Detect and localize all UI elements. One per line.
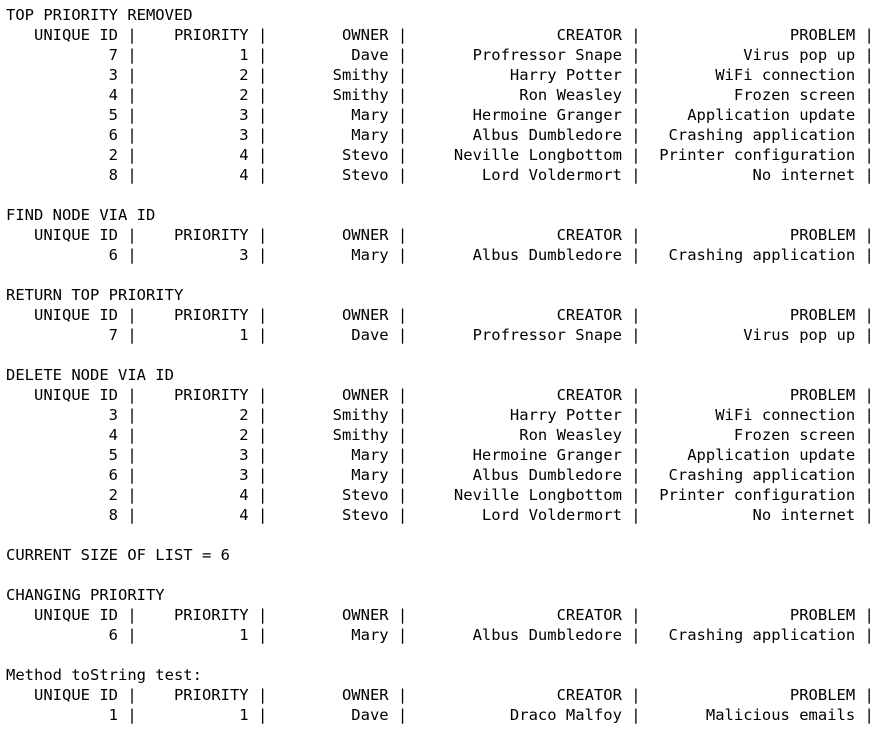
blank-line [6,265,874,285]
table-header: UNIQUE ID | PRIORITY | OWNER | CREATOR | PROBLEM | [6,386,874,404]
section-title: CURRENT SIZE OF LIST = 6 [6,546,230,564]
table-header: UNIQUE ID | PRIORITY | OWNER | CREATOR | PROBLEM | [6,606,874,624]
blank-line [6,185,874,205]
table-row: 5 | 3 | Mary | Hermoine Granger | Application update | [6,446,874,464]
table-row: 6 | 1 | Mary | Albus Dumbledore | Crashing application | [6,626,874,644]
blank-line [6,525,874,545]
table-row: 8 | 4 | Stevo | Lord Voldermort | No internet | [6,166,874,184]
table-row: 6 | 3 | Mary | Albus Dumbledore | Crashing application | [6,466,874,484]
table-row: 3 | 2 | Smithy | Harry Potter | WiFi connection | [6,406,874,424]
table-row: 2 | 4 | Stevo | Neville Longbottom | Printer configuration | [6,486,874,504]
table-row: 7 | 1 | Dave | Profressor Snape | Virus pop up | [6,46,874,64]
table-row: 8 | 4 | Stevo | Lord Voldermort | No internet | [6,506,874,524]
table-row: 7 | 1 | Dave | Profressor Snape | Virus pop up | [6,326,874,344]
table-row: 5 | 3 | Mary | Hermoine Granger | Application update | [6,106,874,124]
console-output [6,5,874,725]
table-header: UNIQUE ID | PRIORITY | OWNER | CREATOR | PROBLEM | [6,686,874,704]
section-title: RETURN TOP PRIORITY [6,286,184,304]
blank-line [6,345,874,365]
table-row: 1 | 1 | Dave | Draco Malfoy | Malicious emails | [6,706,874,724]
section-title: DELETE NODE VIA ID [6,366,174,384]
blank-line [6,565,874,585]
section-title: FIND NODE VIA ID [6,206,156,224]
section-title: Method toString test: [6,666,202,684]
table-header: UNIQUE ID | PRIORITY | OWNER | CREATOR | PROBLEM | [6,226,874,244]
table-row: 6 | 3 | Mary | Albus Dumbledore | Crashing application | [6,246,874,264]
table-row: 6 | 3 | Mary | Albus Dumbledore | Crashing application | [6,126,874,144]
table-row: 2 | 4 | Stevo | Neville Longbottom | Printer configuration | [6,146,874,164]
table-header: UNIQUE ID | PRIORITY | OWNER | CREATOR | PROBLEM | [6,306,874,324]
table-row: 3 | 2 | Smithy | Harry Potter | WiFi connection | [6,66,874,84]
table-row: 4 | 2 | Smithy | Ron Weasley | Frozen screen | [6,86,874,104]
section-title: TOP PRIORITY REMOVED [6,6,193,24]
table-header: UNIQUE ID | PRIORITY | OWNER | CREATOR | PROBLEM | [6,26,874,44]
section-title: CHANGING PRIORITY [6,586,165,604]
table-row: 4 | 2 | Smithy | Ron Weasley | Frozen screen | [6,426,874,444]
blank-line [6,645,874,665]
